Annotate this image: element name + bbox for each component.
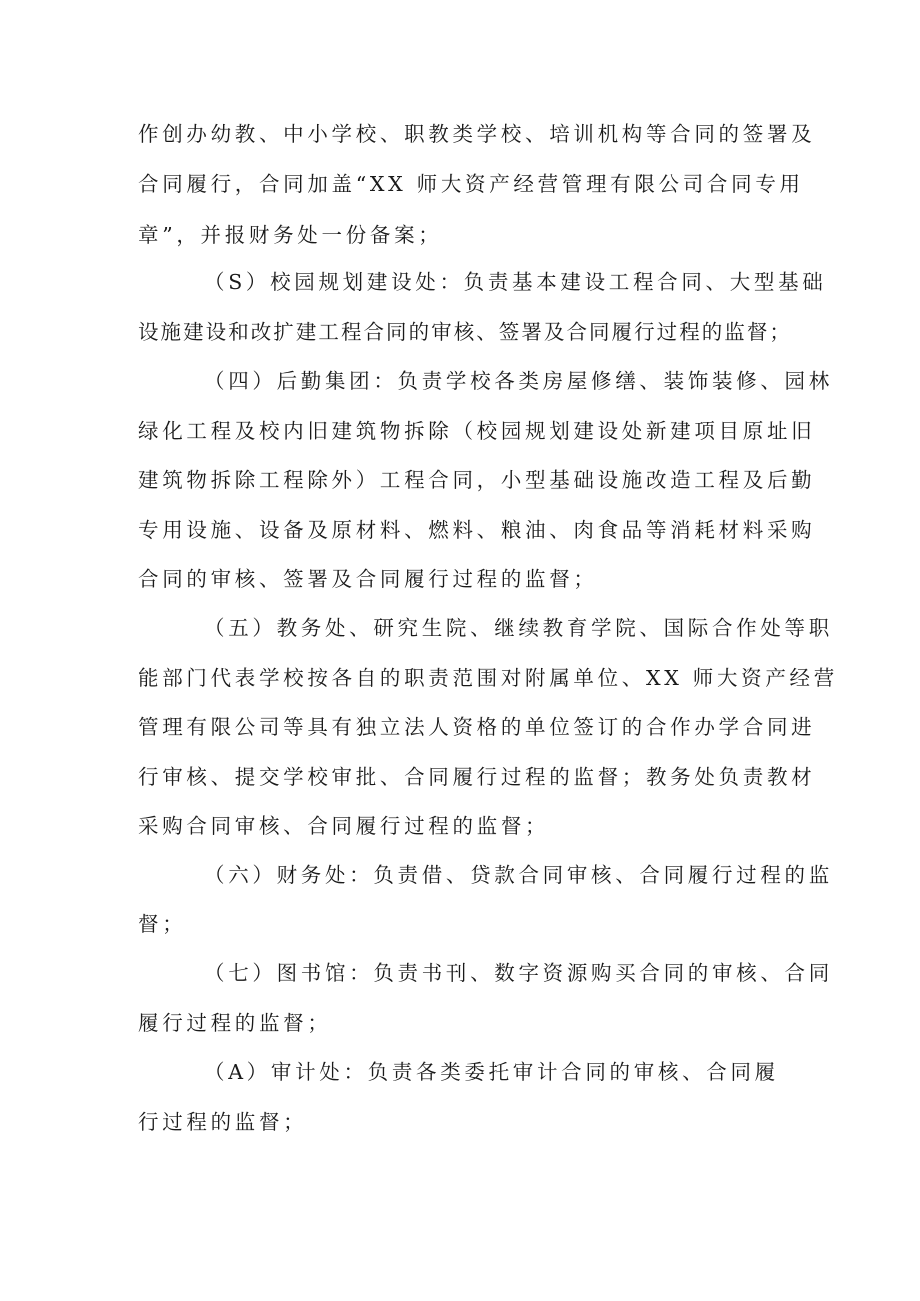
- text-line: 管理有限公司等具有独立法人资格的单位签订的合作办学合同进: [138, 715, 816, 739]
- text-line: 作创办幼教、中小学校、职教类学校、培训机构等合同的签署及: [138, 122, 816, 146]
- text-line: 履行过程的监督；: [138, 1011, 332, 1035]
- text-line: 合同的审核、签署及合同履行过程的监督；: [138, 567, 598, 591]
- text-line: 合同履行，合同加盖“XX 师大资产经营管理有限公司合同专用: [138, 172, 804, 196]
- text-line: 章”，并报财务处一份备案；: [138, 223, 443, 247]
- text-line: （四）后勤集团：负责学校各类房屋修缮、装饰装修、园林: [204, 369, 833, 393]
- text-line: 采购合同审核、合同履行过程的监督；: [138, 814, 550, 838]
- text-line: （五）教务处、研究生院、继续教育学院、国际合作处等职: [204, 616, 833, 640]
- text-line: 督；: [138, 912, 187, 936]
- text-line: 建筑物拆除工程除外）工程合同，小型基础设施改造工程及后勤: [138, 468, 816, 492]
- text-line: （七）图书馆：负责书刊、数字资源购买合同的审核、合同: [204, 961, 833, 985]
- text-line: 行审核、提交学校审批、合同履行过程的监督；教务处负责教材: [138, 765, 816, 789]
- text-line: （A）审计处：负责各类委托审计合同的审核、合同履: [204, 1060, 779, 1084]
- text-line: 行过程的监督；: [138, 1110, 308, 1134]
- text-line: 绿化工程及校内旧建筑物拆除（校园规划建设处新建项目原址旧: [138, 419, 816, 443]
- text-line: 设施建设和改扩建工程合同的审核、签署及合同履行过程的监督；: [138, 320, 792, 344]
- text-line: （S）校园规划建设处：负责基本建设工程合同、大型基础: [204, 270, 827, 294]
- text-line: 能部门代表学校按各自的职责范围对附属单位、XX 师大资产经营: [138, 666, 838, 690]
- text-line: 专用设施、设备及原材料、燃料、粮油、肉食品等消耗材料采购: [138, 518, 816, 542]
- text-line: （六）财务处：负责借、贷款合同审核、合同履行过程的监: [204, 863, 833, 887]
